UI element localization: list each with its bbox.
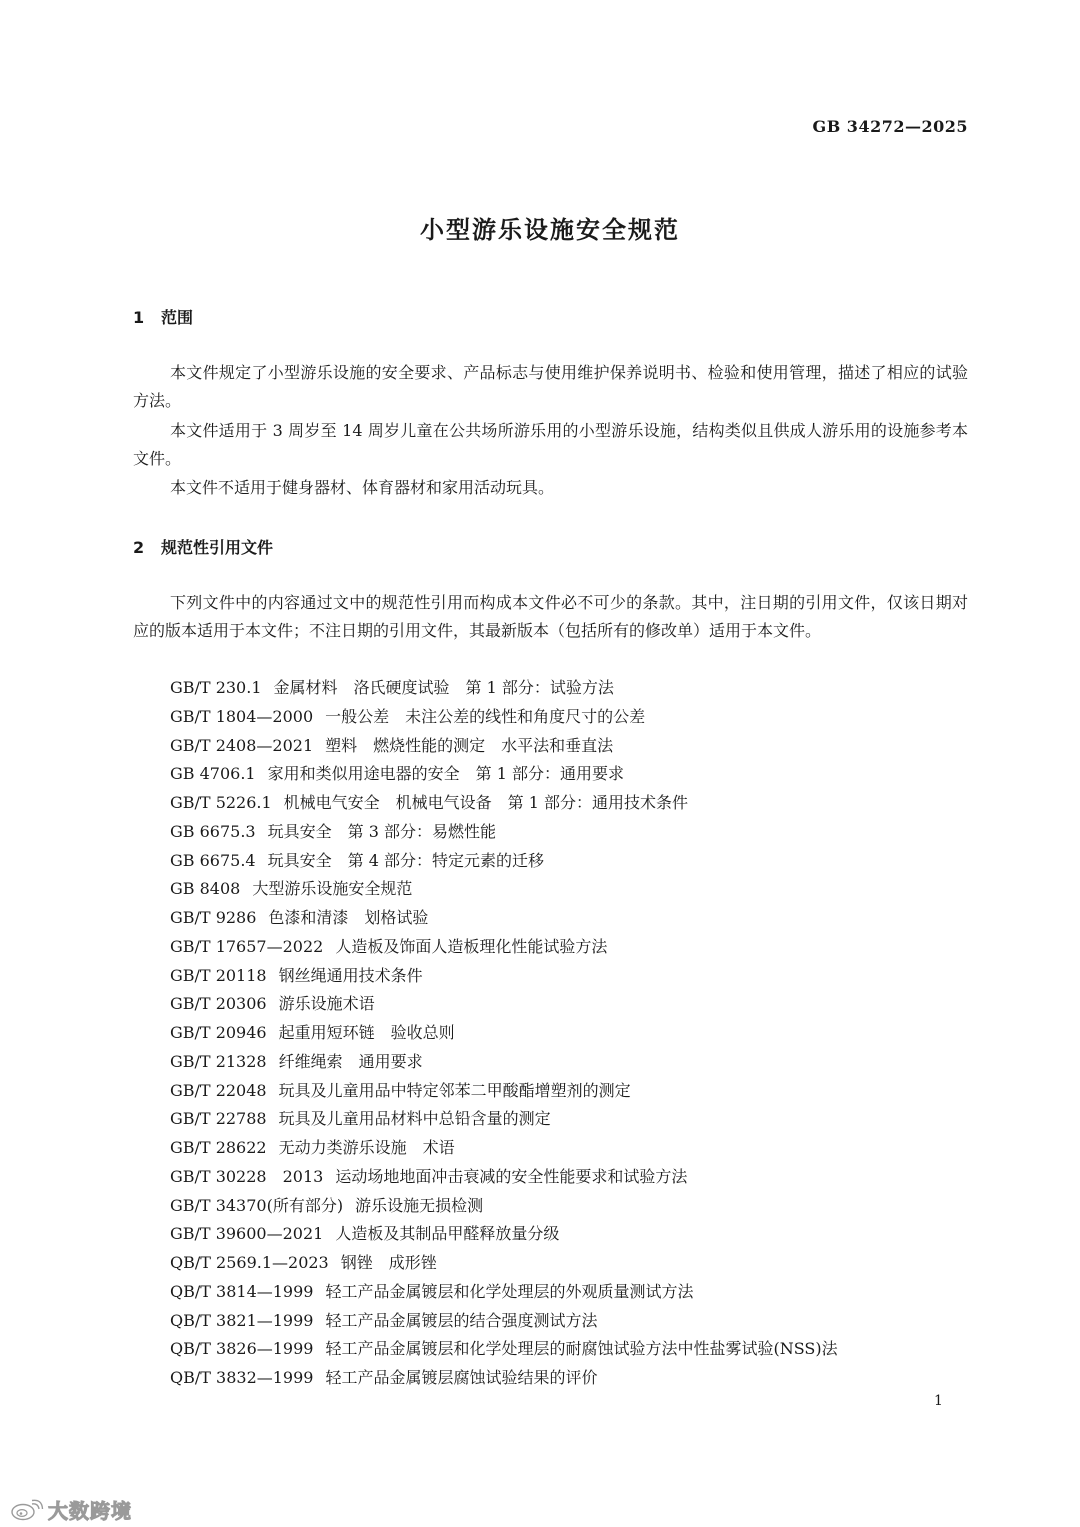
reference-title: 玩具安全 第 3 部分：易燃性能: [267, 821, 496, 841]
reference-code: GB 4706.1: [170, 764, 256, 784]
reference-code: GB/T 30228 2013: [170, 1166, 324, 1186]
reference-title: 钢锉 成形锉: [340, 1253, 437, 1272]
reference-code: GB 8408: [170, 879, 241, 899]
reference-code: QB/T 3826—1999: [170, 1339, 314, 1359]
reference-title: 一般公差 未注公差的线性和角度尺寸的公差: [325, 706, 646, 726]
reference-code: GB/T 22048: [170, 1080, 267, 1100]
section-number: 1: [133, 308, 145, 327]
reference-item: [170, 1163, 838, 1192]
reference-title: 轻工产品金属镀层和化学处理层的外观质量测试方法: [325, 1281, 694, 1301]
reference-title: 色漆和清漆 划格试验: [268, 908, 429, 927]
reference-item: [170, 904, 838, 933]
reference-code: GB/T 1804—2000: [170, 706, 314, 726]
reference-title: 玩具安全 第 4 部分：特定元素的迁移: [267, 850, 544, 870]
reference-title: 起重用短环链 验收总则: [278, 1023, 455, 1042]
reference-code: GB/T 28622: [170, 1138, 267, 1157]
reference-item: [170, 789, 838, 818]
reference-item: [170, 732, 838, 761]
reference-code: GB/T 17657—2022: [170, 936, 324, 956]
reference-item: [170, 1249, 838, 1278]
reference-item: [170, 1307, 838, 1336]
reference-code: GB/T 5226.1: [170, 793, 272, 812]
reference-item: [170, 1364, 838, 1393]
reference-item: [170, 1048, 838, 1077]
reference-title: 纤维绳索 通用要求: [278, 1051, 423, 1071]
reference-code: GB/T 20118: [170, 965, 267, 985]
section-heading-normative-references: [133, 535, 273, 558]
reference-title: 游乐设施术语: [278, 994, 375, 1014]
reference-title: 机械电气安全 机械电气设备 第 1 部分：通用技术条件: [283, 793, 689, 812]
reference-item: [170, 1134, 838, 1163]
reference-code: GB 6675.4: [170, 850, 256, 870]
reference-item: [170, 703, 838, 732]
reference-title: 人造板及其制品甲醛释放量分级: [335, 1224, 560, 1244]
reference-list: [170, 674, 838, 1393]
reference-title: 轻工产品金属镀层的结合强度测试方法: [325, 1310, 598, 1330]
reference-title: 运动场地地面冲击衰减的安全性能要求和试验方法: [335, 1166, 688, 1186]
reference-item: [170, 962, 838, 991]
reference-title: 家用和类似用途电器的安全 第 1 部分：通用要求: [267, 764, 624, 784]
section-title: 范围: [161, 308, 194, 327]
standard-number: GB 34272—2025: [812, 117, 968, 136]
reference-title: 轻工产品金属镀层腐蚀试验结果的评价: [325, 1368, 598, 1387]
reference-title: 大型游乐设施安全规范: [252, 879, 413, 899]
page-number: 1: [934, 1393, 943, 1409]
reference-item: [170, 1278, 838, 1307]
watermark: [10, 1495, 132, 1524]
section-number: 2: [133, 538, 145, 557]
weibo-logo-icon: [10, 1499, 44, 1521]
reference-item: [170, 847, 838, 876]
reference-code: GB/T 21328: [170, 1051, 267, 1071]
reference-item: [170, 875, 838, 904]
section-title: 规范性引用文件: [161, 538, 274, 557]
reference-item: [170, 933, 838, 962]
normative-intro-paragraph: 下列文件中的内容通过文中的规范性引用而构成本文件必不可少的条款。其中，注日期的引用文件，仅该日期对应的版本适用于本文件；不注日期的引用文件，其最新版本（包括所有的修改单）适用于本文件。: [133, 593, 968, 640]
reference-code: GB/T 20306: [170, 994, 267, 1014]
reference-title: 玩具及儿童用品中特定邻苯二甲酸酯增塑剂的测定: [278, 1080, 631, 1100]
reference-item: [170, 674, 838, 703]
document-title: 小型游乐设施安全规范: [420, 216, 680, 244]
reference-code: GB/T 9286: [170, 908, 257, 927]
reference-code: GB/T 2408—2021: [170, 735, 314, 755]
watermark-text: 大数跨境: [48, 1499, 132, 1523]
reference-code: QB/T 3832—1999: [170, 1368, 314, 1387]
reference-item: [170, 1220, 838, 1249]
reference-item: [170, 818, 838, 847]
reference-title: 玩具及儿童用品材料中总铅含量的测定: [278, 1109, 551, 1129]
reference-title: 金属材料 洛氏硬度试验 第 1 部分：试验方法: [273, 678, 614, 697]
reference-code: QB/T 3814—1999: [170, 1281, 314, 1301]
scope-paragraph-3: 本文件不适用于健身器材、体育器材和家用活动玩具。: [170, 478, 555, 497]
reference-title: 轻工产品金属镀层和化学处理层的耐腐蚀试验方法中性盐雾试验(NSS)法: [325, 1339, 838, 1359]
reference-title: 游乐设施无损检测: [355, 1195, 484, 1215]
reference-code: GB/T 34370(所有部分): [170, 1195, 344, 1215]
reference-code: GB/T 22788: [170, 1109, 267, 1129]
reference-title: 钢丝绳通用技术条件: [278, 965, 423, 985]
reference-title: 人造板及饰面人造板理化性能试验方法: [335, 936, 608, 956]
reference-item: [170, 760, 838, 789]
reference-item: [170, 1019, 838, 1048]
reference-code: QB/T 3821—1999: [170, 1310, 314, 1330]
reference-title: 无动力类游乐设施 术语: [278, 1138, 455, 1157]
section-heading-scope: [133, 305, 193, 328]
reference-title: 塑料 燃烧性能的测定 水平法和垂直法: [325, 735, 614, 755]
scope-paragraph-2: 本文件适用于 3 周岁至 14 周岁儿童在公共场所游乐用的小型游乐设施，结构类似且供成人游乐用的设施参考本文件。: [133, 421, 968, 468]
reference-item: [170, 990, 838, 1019]
reference-code: GB/T 39600—2021: [170, 1224, 324, 1244]
reference-code: GB/T 20946: [170, 1023, 267, 1042]
scope-paragraph-1: 本文件规定了小型游乐设施的安全要求、产品标志与使用维护保养说明书、检验和使用管理，描述了相应的试验方法。: [133, 363, 968, 410]
reference-code: GB/T 230.1: [170, 678, 262, 697]
reference-code: QB/T 2569.1—2023: [170, 1253, 329, 1272]
reference-item: [170, 1335, 838, 1364]
reference-item: [170, 1105, 838, 1134]
reference-code: GB 6675.3: [170, 821, 256, 841]
reference-item: [170, 1077, 838, 1106]
reference-item: [170, 1192, 838, 1221]
